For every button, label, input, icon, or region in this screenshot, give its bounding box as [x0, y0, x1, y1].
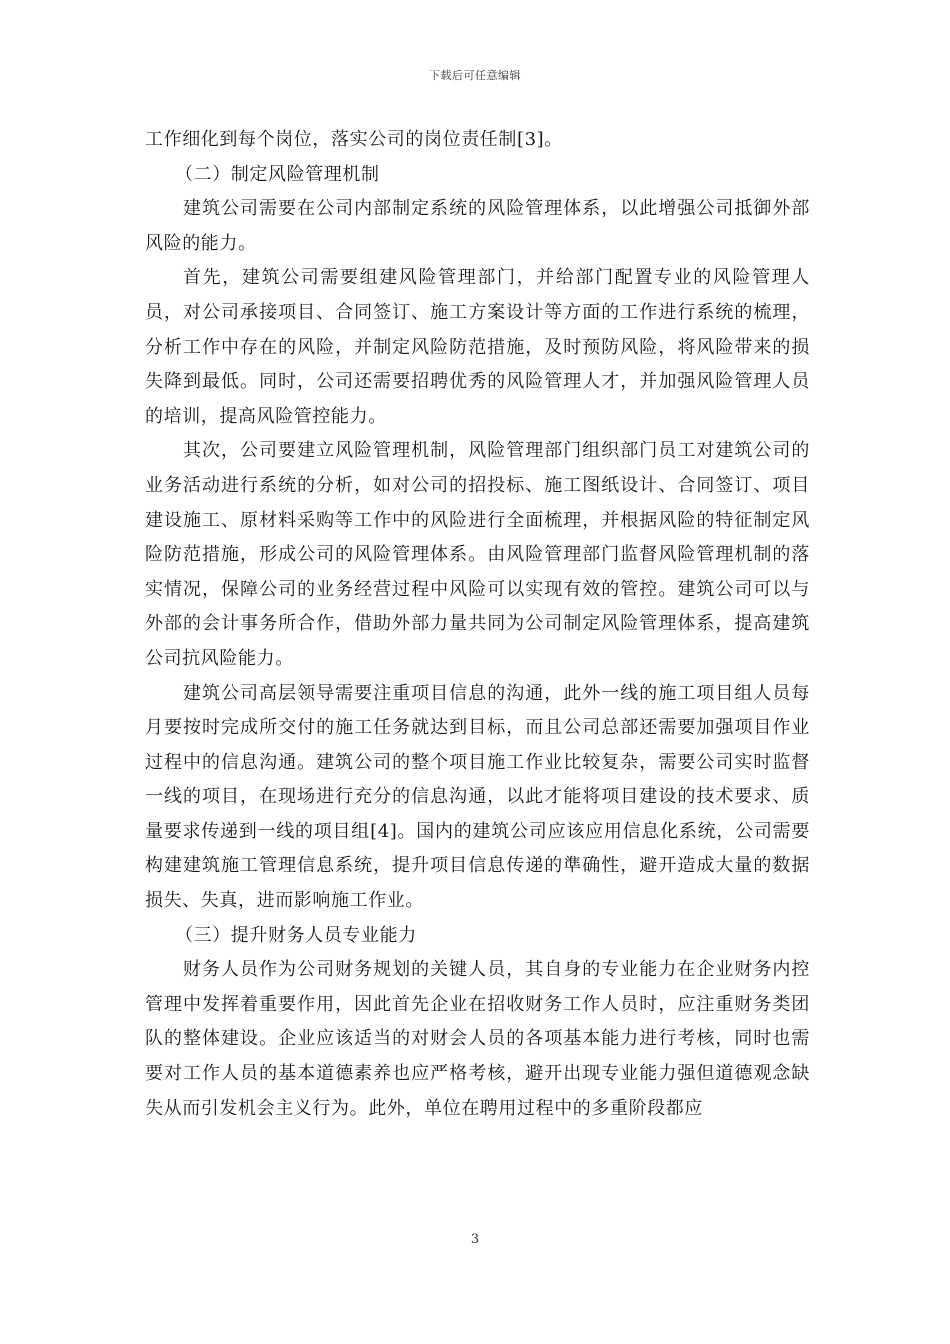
section-heading-3: （三）提升财务人员专业能力 — [175, 924, 417, 946]
paragraph-risk-system: 建筑公司需要在公司内部制定系统的风险管理体系，以此增强公司抵御外部风险的能力。 — [145, 198, 810, 254]
document-body — [145, 123, 810, 1126]
paragraph-continuation: 工作细化到每个岗位，落实公司的岗位责任制[3]。 — [145, 129, 563, 150]
page-number: 3 — [470, 1232, 480, 1247]
paragraph-first: 首先，建筑公司需要组建风险管理部门，并给部门配置专业的风险管理人员，对公司承接项目、合同签订、施工方案设计等方面的工作进行系统的梳理，分析工作中存在的风险，并制定风险防范措施，及时预防风险，将风险带来的损失降到最低。同时，公司还需要招聘优秀的风险管理人才，并加强风险管理人员的培训，提高风险管控能力。 — [145, 267, 810, 427]
paragraph-communication: 建筑公司高层领导需要注重项目信息的沟通，此外一线的施工项目组人员每月要按时完成所交付的施工任务就达到目标，而且公司总部还需要加强项目作业过程中的信息沟通。建筑公司的整个项目施工作业比较复杂，需要公司实时监督一线的项目，在现场进行充分的信息沟通，以此才能将项目建设的技术要求、质量要求传递到一线的项目组[4]。国内的建筑公司应该应用信息化系统，公司需要构建建筑施工管理信息系统，提升项目信息传递的準确性，避开造成大量的数据损失、失真，进而影响施工作业。 — [145, 682, 810, 912]
paragraph-finance-staff: 财务人员作为公司财务规划的关键人员，其自身的专业能力在企业财务内控管理中发挥着重要作用，因此首先企业在招收财务工作人员时，应注重财务类团队的整体建设。企业应该适当的对财会人员的各项基本能力进行考核，同时也需要对工作人员的基本道德素养也应严格考核，避开出现专业能力强但道德观念缺失从而引发机会主义行为。此外，单位在聘用过程中的多重阶段都应 — [145, 959, 810, 1119]
header-note: 下载后可任意编辑 — [429, 69, 521, 82]
paragraph-second: 其次，公司要建立风险管理机制，风险管理部门组织部门员工对建筑公司的业务活动进行系统的分析，如对公司的招投标、施工图纸设计、合同签订、项目建设施工、原材料采购等工作中的风险进行全面梳理，并根据风险的特征制定风险防范措施，形成公司的风险管理体系。由风险管理部门监督风险管理机制的落实情况，保障公司的业务经营过程中风险可以实现有效的管控。建筑公司可以与外部的会计事务所合作，借助外部力量共同为公司制定风险管理体系，提高建筑公司抗风险能力。 — [145, 440, 810, 669]
section-heading-2: （二）制定风险管理机制 — [175, 163, 380, 185]
